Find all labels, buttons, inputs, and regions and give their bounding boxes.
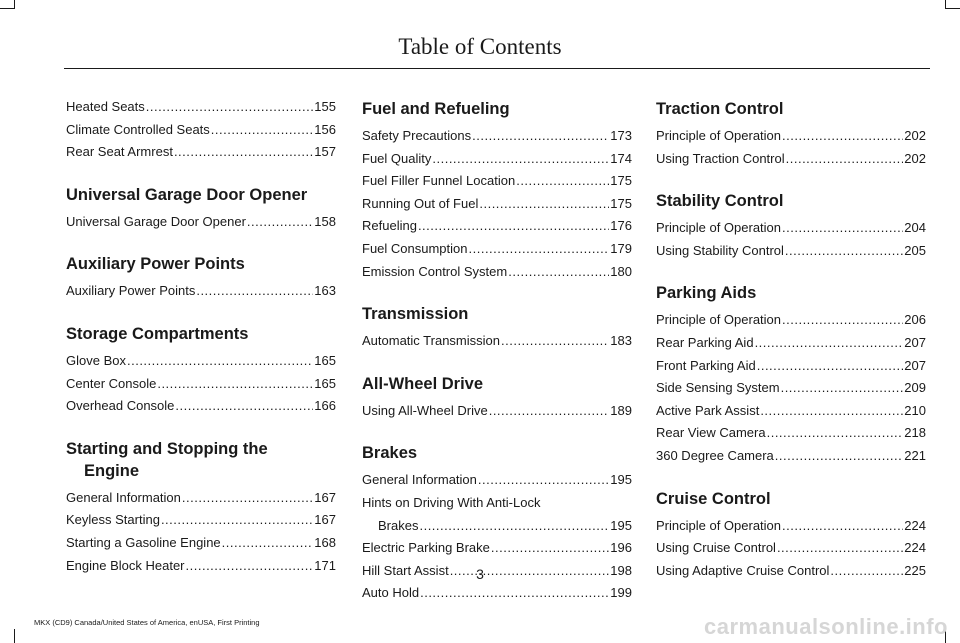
leader-dots (767, 422, 904, 445)
toc-entry-page: 156 (314, 121, 336, 137)
section-heading: Storage Compartments (66, 324, 249, 343)
leader-dots (782, 309, 903, 332)
toc-entry-page: 165 (314, 352, 336, 368)
toc-entry[interactable] (656, 515, 926, 538)
leader-dots (196, 280, 313, 303)
toc-entry[interactable] (656, 240, 926, 263)
leader-dots (222, 532, 314, 555)
toc-entry-label: Center Console (66, 375, 157, 391)
toc-entry-page: 183 (610, 333, 632, 349)
toc-entry[interactable] (362, 238, 632, 261)
leader-dots (161, 509, 313, 532)
toc-entry-label: Principle of Operation (656, 128, 782, 143)
toc-entry-page: 205 (904, 242, 926, 258)
toc-entry-page: 175 (610, 195, 632, 211)
toc-column-2 (362, 98, 632, 605)
section-heading: Stability Control (656, 192, 784, 211)
toc-entry-page: 195 (610, 517, 632, 533)
toc-entry-label: Electric Parking Brake (362, 540, 490, 556)
toc-section (362, 98, 632, 283)
toc-entry-label: Using Traction Control (656, 150, 785, 166)
toc-entry[interactable] (66, 96, 336, 119)
toc-entry-label: Climate Controlled Seats (66, 121, 210, 137)
toc-entry-label: Glove Box (66, 352, 126, 368)
toc-entry-label: 360 Degree Camera (656, 447, 774, 463)
toc-entry-label: Automatic Transmission (362, 333, 500, 349)
toc-entry[interactable] (66, 141, 336, 164)
leader-dots (146, 96, 314, 119)
leader-dots (782, 515, 903, 538)
leader-dots (775, 445, 904, 468)
toc-section (656, 282, 926, 467)
toc-entry[interactable] (656, 332, 926, 355)
toc-entry[interactable] (66, 373, 336, 396)
leader-dots (786, 148, 904, 171)
toc-entry-label: Heated Seats (66, 99, 145, 114)
toc-entry-label: Universal Garage Door Opener (66, 213, 246, 229)
toc-section (656, 190, 926, 262)
toc-entry-page: 179 (610, 240, 632, 256)
leader-dots (211, 119, 314, 142)
leader-dots (247, 211, 313, 234)
toc-column-3 (656, 98, 926, 582)
toc-entry[interactable] (656, 125, 926, 148)
toc-entry-label: Principle of Operation (656, 517, 782, 533)
toc-entry-label: Principle of Operation (656, 220, 782, 236)
toc-entry-label: Side Sensing System (656, 380, 780, 396)
toc-entry-page: 173 (610, 128, 632, 143)
watermark: carmanualsonline.info (704, 614, 948, 639)
leader-dots (501, 330, 609, 353)
leader-dots (508, 261, 609, 284)
toc-entry[interactable] (656, 400, 926, 423)
toc-entry[interactable] (656, 309, 926, 332)
leader-dots (419, 515, 609, 538)
toc-entry-label: General Information (66, 489, 181, 505)
toc-entry-page: 166 (314, 398, 336, 414)
section-heading: Parking Aids (656, 284, 757, 303)
toc-entry-page: 204 (904, 220, 926, 236)
toc-entry-label: Auxiliary Power Points (66, 283, 196, 299)
toc-entry[interactable] (66, 487, 336, 510)
section-heading: Traction Control (656, 100, 784, 118)
toc-entry-page: 224 (904, 517, 926, 533)
toc-entry[interactable] (656, 537, 926, 560)
toc-entry-page: 158 (314, 213, 336, 229)
section-heading: Universal Garage Door Opener (66, 185, 308, 204)
toc-entry-label: Using Stability Control (656, 242, 784, 258)
toc-entry-label: Hints on Driving With Anti-Lock (362, 494, 541, 510)
toc-entry[interactable] (656, 217, 926, 240)
toc-section (66, 253, 336, 303)
toc-entry-label: Principle of Operation (656, 312, 782, 328)
toc-entry-page: 199 (610, 585, 632, 601)
toc-entry-label: Emission Control System (362, 263, 508, 279)
toc-entry-page: 225 (904, 562, 926, 578)
toc-entry-label: Fuel Filler Funnel Location (362, 173, 516, 189)
toc-entry[interactable] (362, 148, 632, 171)
toc-entry-label: Active Park Assist (656, 402, 760, 418)
toc-section (66, 438, 336, 577)
toc-entry-page: 165 (314, 375, 336, 391)
toc-entry[interactable] (362, 492, 632, 537)
toc-entry[interactable] (656, 355, 926, 378)
leader-dots (174, 141, 313, 164)
section-heading: Auxiliary Power Points (66, 255, 245, 274)
toc-entry[interactable] (66, 509, 336, 532)
toc-entry-page: 168 (314, 534, 336, 550)
toc-entry-page: 180 (610, 263, 632, 279)
toc-entry[interactable] (362, 400, 632, 423)
section-heading: Transmission (362, 305, 469, 324)
leader-dots (182, 487, 313, 510)
leader-dots (432, 148, 609, 171)
toc-entry-page: 210 (904, 402, 926, 418)
toc-entry[interactable] (362, 469, 632, 492)
toc-entry-page: 174 (610, 150, 632, 166)
toc-entry[interactable] (66, 532, 336, 555)
section-heading-line: Starting and Stopping the (66, 439, 268, 458)
toc-entry-page: 175 (610, 173, 632, 189)
toc-entry-page: 202 (904, 150, 926, 166)
crop-mark (946, 8, 960, 9)
toc-entry[interactable] (66, 119, 336, 142)
toc-entry-label: General Information (362, 472, 477, 488)
toc-section (362, 373, 632, 423)
leader-dots (782, 125, 903, 148)
leader-dots (782, 217, 903, 240)
leader-dots (127, 350, 313, 373)
toc-entry[interactable] (362, 215, 632, 238)
page-number: 3 (476, 566, 484, 582)
leader-dots (418, 215, 609, 238)
toc-entry-label: Fuel Consumption (362, 240, 468, 256)
toc-entry[interactable] (656, 445, 926, 468)
toc-entry-label: Rear Seat Armrest (66, 144, 173, 160)
crop-mark (0, 8, 14, 9)
toc-entry-page: 196 (610, 540, 632, 556)
crop-mark (945, 0, 946, 9)
toc-entry[interactable] (362, 125, 632, 148)
leader-dots (175, 395, 313, 418)
toc-entry-page: 207 (904, 357, 926, 373)
toc-entry[interactable] (362, 537, 632, 560)
toc-entry-label: Starting a Gasoline Engine (66, 534, 221, 550)
leader-dots (157, 373, 313, 396)
toc-entry[interactable] (66, 211, 336, 234)
toc-entry[interactable] (362, 330, 632, 353)
toc-entry[interactable] (362, 193, 632, 216)
leader-dots (489, 400, 610, 423)
toc-entry-page: 195 (610, 472, 632, 488)
leader-dots (491, 537, 609, 560)
toc-section (66, 96, 336, 164)
toc-entry-label: Refueling (362, 218, 417, 234)
section-heading: All-Wheel Drive (362, 374, 484, 393)
toc-entry-page: 189 (610, 402, 632, 418)
header-rule (64, 68, 930, 69)
toc-entry-page: 198 (610, 562, 632, 578)
toc-entry-label: Engine Block Heater (66, 557, 185, 573)
toc-entry-label: Auto Hold (362, 585, 420, 601)
toc-entry-page: 167 (314, 489, 336, 505)
leader-dots (785, 240, 903, 263)
toc-entry[interactable] (656, 422, 926, 445)
toc-section (66, 184, 336, 234)
toc-entry-label: Fuel Quality (362, 150, 432, 166)
toc-entry-label: Running Out of Fuel (362, 195, 479, 211)
leader-dots (757, 355, 904, 378)
leader-dots (472, 125, 609, 148)
toc-column-1 (66, 96, 336, 577)
toc-entry[interactable] (656, 148, 926, 171)
section-heading: Brakes (362, 444, 418, 463)
toc-entry-label: Safety Precautions (362, 128, 472, 143)
toc-entry[interactable] (362, 261, 632, 284)
toc-entry-page: 207 (904, 334, 926, 350)
toc-section (66, 323, 336, 418)
leader-dots (777, 537, 903, 560)
crop-mark (14, 0, 15, 9)
toc-entry[interactable] (362, 582, 632, 605)
leader-dots (760, 400, 903, 423)
section-heading: Cruise Control (656, 489, 771, 508)
toc-entry-page: 155 (314, 99, 336, 114)
toc-entry[interactable] (66, 395, 336, 418)
toc-entry[interactable] (362, 170, 632, 193)
crop-mark (14, 629, 15, 643)
toc-entry-label: Using All-Wheel Drive (362, 402, 488, 418)
leader-dots (781, 377, 904, 400)
toc-entry-label: Brakes (378, 517, 419, 533)
section-heading-line: Engine (84, 461, 140, 480)
toc-entry[interactable] (66, 350, 336, 373)
toc-entry-page: 167 (314, 512, 336, 528)
toc-entry-label: Rear Parking Aid (656, 334, 754, 350)
toc-entry-label: Keyless Starting (66, 512, 160, 528)
toc-entry-page: 176 (610, 218, 632, 234)
toc-entry-page: 171 (314, 557, 336, 573)
toc-entry-page: 209 (904, 380, 926, 396)
printing-footer: MKX (CD9) Canada/United States of America, enUSA, First Printing (34, 618, 260, 627)
toc-entry-label: Using Cruise Control (656, 540, 776, 556)
toc-section (656, 98, 926, 170)
page-title: Table of Contents (398, 34, 562, 59)
toc-entry-page: 163 (314, 283, 336, 299)
leader-dots (469, 238, 610, 261)
leader-dots (755, 332, 904, 355)
leader-dots (516, 170, 609, 193)
toc-entry-page: 221 (904, 447, 926, 463)
toc-entry-label: Hill Start Assist (362, 562, 449, 578)
toc-entry-label: Overhead Console (66, 398, 175, 414)
toc-entry[interactable] (656, 377, 926, 400)
toc-entry-page: 206 (904, 312, 926, 328)
leader-dots (420, 582, 609, 605)
leader-dots (478, 469, 609, 492)
section-heading (66, 438, 336, 482)
leader-dots (479, 193, 609, 216)
toc-entry-page: 224 (904, 540, 926, 556)
toc-entry-label: Front Parking Aid (656, 357, 756, 373)
toc-entry[interactable] (66, 280, 336, 303)
toc-entry-label: Using Adaptive Cruise Control (656, 562, 830, 578)
section-heading: Fuel and Refueling (362, 100, 510, 118)
toc-entry-label: Rear View Camera (656, 425, 766, 441)
toc-entry-page: 202 (904, 128, 926, 143)
toc-entry-page: 218 (904, 425, 926, 441)
toc-section (362, 303, 632, 353)
toc-entry-page: 157 (314, 144, 336, 160)
